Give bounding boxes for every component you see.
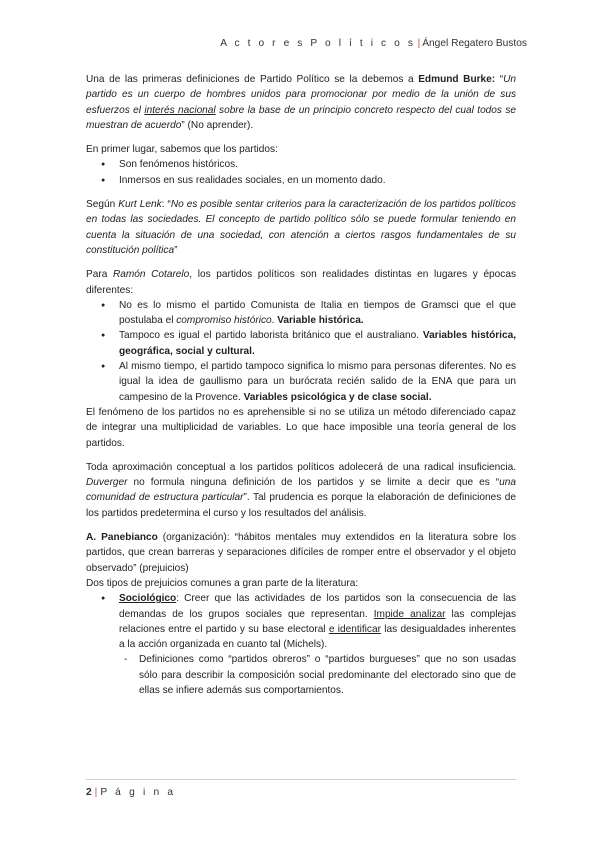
page-header <box>220 38 527 49</box>
quote-text: una comunidad de estructura particular <box>86 477 516 504</box>
page-number: 2 <box>86 787 92 798</box>
bold-term: Variable histórica. <box>277 315 364 327</box>
paragraph-cotarelo <box>86 267 516 298</box>
bullet-list <box>86 298 516 405</box>
italic-term: compromiso histórico <box>176 315 272 327</box>
quote-text: sobre la base de un principio concreto respecto del cual todos se muestran de acuerdo <box>86 104 516 131</box>
text: Toda aproximación conceptual a los partidos políticos adolecerá de una radical insuficiencia. <box>86 461 516 473</box>
quote-text: No es posible sentar criterios para la caracterización de los partidos políticos en todas las sociedades. El concepto de partido político sólo se puede formular teniendo en cuenta la situación de una sociedad, con atención a ciertos rasgos fundamentales de su constitución política <box>86 199 516 256</box>
text: ” <box>174 244 178 256</box>
text: ”. Tal prudencia es porque la elaboración de definiciones de los partidos predetermina el curso y los resultados del análisis. <box>86 492 516 519</box>
text: Para <box>86 269 113 281</box>
text: : “ <box>161 199 171 211</box>
author-name: Duverger <box>86 477 128 489</box>
text: Una de las primeras definiciones de Partido Político se la debemos a <box>86 74 419 85</box>
header-title: A c t o r e s P o l í t i c o s <box>220 38 416 49</box>
list-item <box>119 298 516 329</box>
text: “ <box>495 74 504 85</box>
underlined-term: Impide analizar <box>373 608 446 620</box>
list-item <box>119 591 516 698</box>
bullet-list <box>86 157 516 188</box>
text: Según <box>86 199 119 211</box>
list-item: ● Son fenómenos históricos. <box>119 157 516 172</box>
text: (organización): “hábitos mentales muy extendidos en la literatura sobre los partidos, que crean barreras y separaciones difíciles de romper entre el observador y el objeto observado” (prejuicios) <box>86 532 516 574</box>
text: Tampoco es igual el partido laborista británico que el australiano. <box>119 330 423 342</box>
bold-term: Sociológico <box>119 593 177 605</box>
paragraph-intro: En primer lugar, sabemos que los partidos: <box>86 144 278 156</box>
text: las desigualdades inherentes a la acción organizada en cuanto tal (Michels). <box>119 623 516 651</box>
underlined-term: interés nacional <box>144 104 216 116</box>
text: . <box>271 315 278 327</box>
list-item: ● Inmersos en sus realidades sociales, en un momento dado. <box>119 173 516 188</box>
text: , los partidos políticos son realidades distintas en lugares y épocas diferentes: <box>86 269 516 296</box>
quote-text: Un partido es un cuerpo de hombres unidos para promocionar por medio de la unión de sus esfuerzos el <box>86 74 516 116</box>
paragraph-burke <box>86 72 516 133</box>
text: las complejas relaciones entre el partido y su base electoral <box>119 608 516 635</box>
header-author: Ángel Regatero Bustos <box>422 38 527 49</box>
bold-term: Variables histórica, geográfica, social y cultural. <box>119 330 517 357</box>
author-name: A. Panebianco <box>86 532 158 544</box>
paragraph-phenomenon: El fenómeno de los partidos no es aprehensible si no se utiliza un método diferenciado capaz de integrar una multiplicidad de variables. Lo que hace imposible una teoría general de los partidos. <box>86 406 516 449</box>
bold-term: Variables psicológica y de clase social. <box>243 391 432 403</box>
bullet-list <box>86 591 516 698</box>
sub-list <box>119 652 516 698</box>
paragraph-prejuicios: Dos tipos de prejuicios comunes a gran parte de la literatura: <box>86 577 359 589</box>
text: Al mismo tiempo, el partido tampoco significa lo mismo para personas diferentes. No es igual la idea de gaullismo para un burócrata recién salido de la ENA que para un campesino de la Provence. <box>119 361 516 403</box>
page-content <box>86 72 516 698</box>
underlined-term: e identificar <box>328 623 381 635</box>
page-footer <box>86 787 176 798</box>
text: ” (No aprender). <box>181 119 254 131</box>
text: No es lo mismo el partido Comunista de Italia en tiempos de Gramsci que el que postulaba el <box>119 299 516 327</box>
list-item <box>119 359 516 405</box>
text: : Creer que las actividades de los partidos son la consecuencia de las demandas de los grupos sociales que representan. <box>119 593 516 620</box>
paragraph-panebianco <box>86 530 516 576</box>
footer-separator: | <box>94 787 98 798</box>
author-name: Kurt Lenk <box>118 199 162 211</box>
author-name: Edmund Burke: <box>418 74 496 85</box>
sub-list-item: - Definiciones como “partidos obreros” o “partidos burgueses” que no son usadas sólo para describir la composición social predominante del electorado sino que de ellas se infiere además sus comportamientos. <box>139 652 516 698</box>
header-separator: | <box>417 38 421 49</box>
footer-divider <box>86 779 516 780</box>
page-label: P á g i n a <box>100 787 176 798</box>
text: no formula ninguna definición de los partidos y se limite a decir que es “ <box>127 477 500 489</box>
author-name: Ramón Cotarelo <box>112 269 190 281</box>
paragraph-lenk <box>86 197 516 258</box>
paragraph-duverger <box>86 460 516 521</box>
list-item <box>119 328 516 359</box>
